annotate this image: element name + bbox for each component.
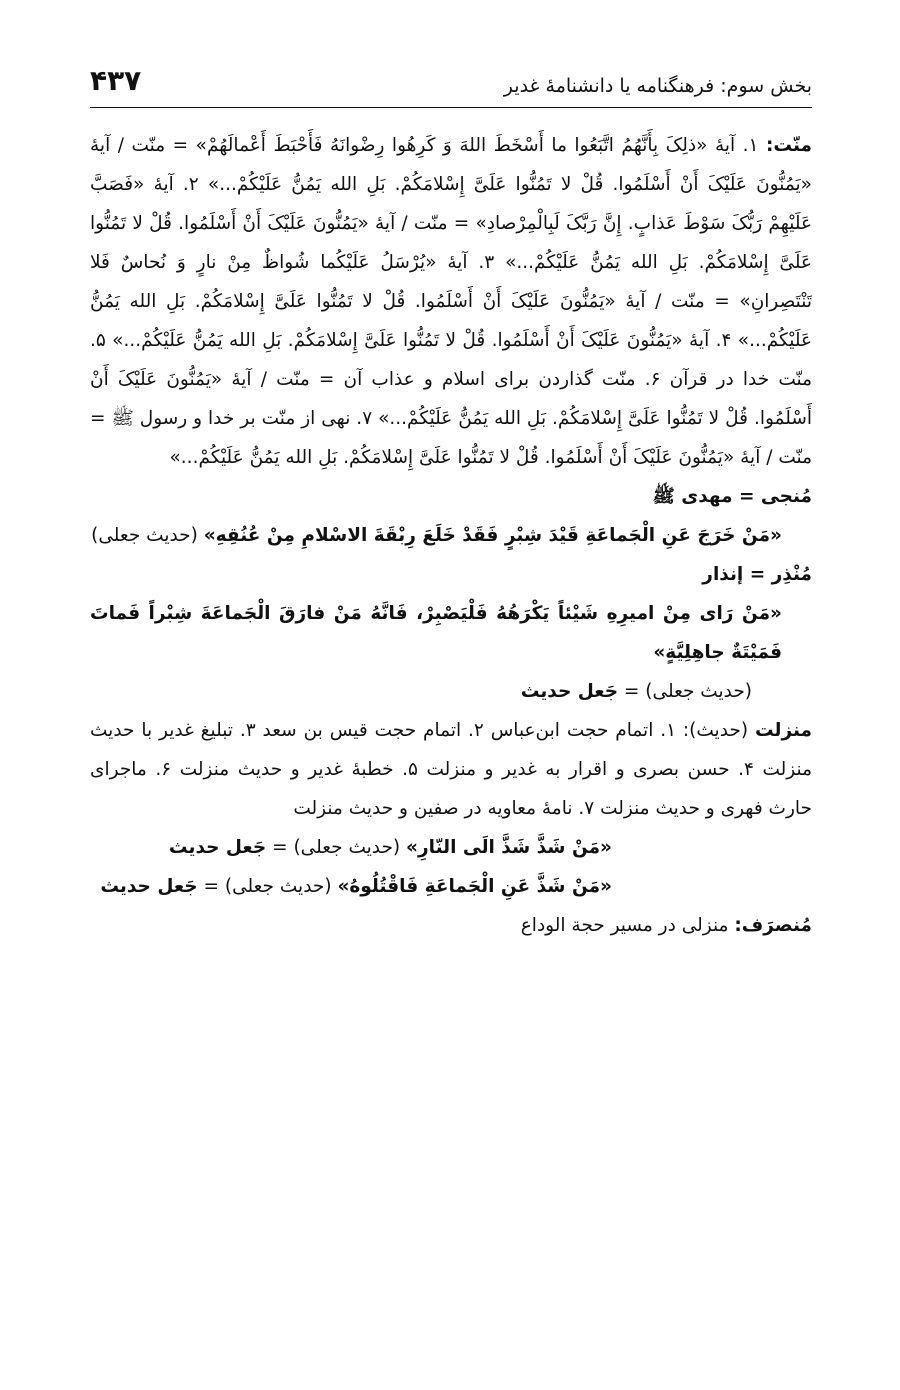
hadith-quote (90, 594, 812, 672)
hadith-source: (حدیث جعلی) = (197, 876, 338, 897)
entry-term: مُنصرَف: (734, 915, 812, 936)
hadith-text: «مَنْ خَرَجَ عَنِ الْجَماعَةِ قَیْدَ شِبْرٍ فَقَدْ خَلَعَ رِبْقَةَ الاسْلامِ مِنْ عُنُقِهِ» (203, 525, 782, 546)
entry-term: منزلت (754, 720, 813, 741)
hadith-quote (90, 867, 812, 906)
entry-term-line: مُنْذِر = إنذار (702, 564, 812, 585)
entry-mannat (90, 126, 812, 477)
hadith-text: «مَنْ رَای مِنْ امیرِهِ شَیْئاً یَکْرَهُهُ فَلْیَصْبِرْ، فَانَّهُ مَنْ فارَقَ الْجَماعَةَ شِبْراً فَماتَ فَمَیْتَةٌ جاهِلِیَّةٍ» (90, 603, 782, 663)
entry-term: منّت: (766, 135, 812, 156)
cross-reference: جَعل حدیث (100, 876, 198, 897)
hadith-source: (حدیث جعلی) = (618, 681, 752, 702)
page-body (90, 126, 812, 945)
page-header (90, 60, 812, 108)
entry-text: منزلی در مسیر حجة الوداع (520, 915, 735, 936)
entry-monsaraf (90, 906, 812, 945)
hadith-quote (90, 516, 812, 555)
cross-reference: جَعل حدیث (520, 681, 619, 702)
entry-monji (90, 477, 812, 516)
entry-monzer (90, 555, 812, 594)
running-title: بخش سوم: فرهنگنامه یا دانشنامهٔ غدیر (503, 75, 812, 97)
entry-text: ۱. آیهٔ «ذلِکَ بِأَنَّهُمُ اتَّبَعُوا ما أَسْخَطَ اللهَ وَ کَرِهُوا رِضْوانَهُ فَأَحْبَطَ أَعْمالَهُمْ» = منّت / آیهٔ «یَمُنُّونَ عَلَیْکَ أَنْ أَسْلَمُوا. قُلْ لا تَمُنُّوا عَلَیَّ إِسْلامَکُمْ. بَلِ الله یَمُنُّ عَلَیْکُمْ...» ۲. آیهٔ «فَصَبَّ عَلَیْهِمْ رَبُّکَ سَوْطَ عَذابٍ. إِنَّ رَبَّکَ لَبِالْمِرْصادِ» = منّت / آیهٔ «یَمُنُّونَ عَلَیْکَ أَنْ أَسْلَمُوا. قُلْ لا تَمُنُّوا عَلَیَّ إِسْلامَکُمْ. بَلِ الله یَمُنُّ عَلَیْکُمْ...» ۳. آیهٔ «یُرْسَلُ عَلَیْکُما شُواظٌ مِنْ نارٍ وَ نُحاسٌ فَلا تَنْتَصِرانِ» = منّت / آیهٔ «یَمُنُّونَ عَلَیْکَ أَنْ أَسْلَمُوا. قُلْ لا تَمُنُّوا عَلَیَّ إِسْلامَکُمْ. بَلِ الله یَمُنُّ عَلَیْکُمْ...» ۴. آیهٔ «یَمُنُّونَ عَلَیْکَ أَنْ أَسْلَمُوا. قُلْ لا تَمُنُّوا عَلَیَّ إِسْلامَکُمْ. بَلِ الله یَمُنُّ عَلَیْکُمْ...» ۵. منّت خدا در قرآن ۶. منّت گذاردن برای اسلام و عذاب آن = منّت / آیهٔ «یَمُنُّونَ عَلَیْکَ أَنْ أَسْلَمُوا. قُلْ لا تَمُنُّوا عَلَیَّ إِسْلامَکُمْ. بَلِ الله یَمُنُّ عَلَیْکُمْ...» ۷. نهی از منّت بر خدا و رسول ﷺ = منّت / آیهٔ «یَمُنُّونَ عَلَیْکَ أَنْ أَسْلَمُوا. قُلْ لا تَمُنُّوا عَلَیَّ إِسْلامَکُمْ. بَلِ الله یَمُنُّ عَلَیْکُمْ...» (90, 135, 813, 468)
hadith-source-line (90, 672, 812, 711)
hadith-quote (90, 828, 812, 867)
entry-text: (حدیث): ۱. اتمام حجت ابن‌عباس ۲. اتمام حجت قیس بن سعد ۳. تبلیغ غدیر با حدیث منزلت ۴. حسن بصری و اقرار به غدیر و منزلت ۵. خطبهٔ غدیر و حدیث منزلت ۶. ماجرای حارث فهری و حدیث منزلت ۷. نامهٔ معاویه در صفین و حدیث منزلت (90, 720, 813, 819)
hadith-source: (حدیث جعلی) = (266, 837, 407, 858)
entry-term-line: مُنجی = مهدی ﷺ (652, 486, 812, 507)
hadith-text: «مَنْ شَذَّ عَنِ الْجَماعَةِ فَاقْتُلُوهُ» (337, 876, 612, 897)
page (90, 60, 812, 945)
hadith-source: (حدیث جعلی) (91, 525, 204, 546)
cross-reference: جَعل حدیث (168, 837, 267, 858)
entry-manzelat (90, 711, 812, 828)
hadith-text: «مَنْ شَذَّ شَذَّ الَی النّارِ» (406, 837, 612, 858)
page-number: ۴۳۷ (90, 64, 142, 97)
